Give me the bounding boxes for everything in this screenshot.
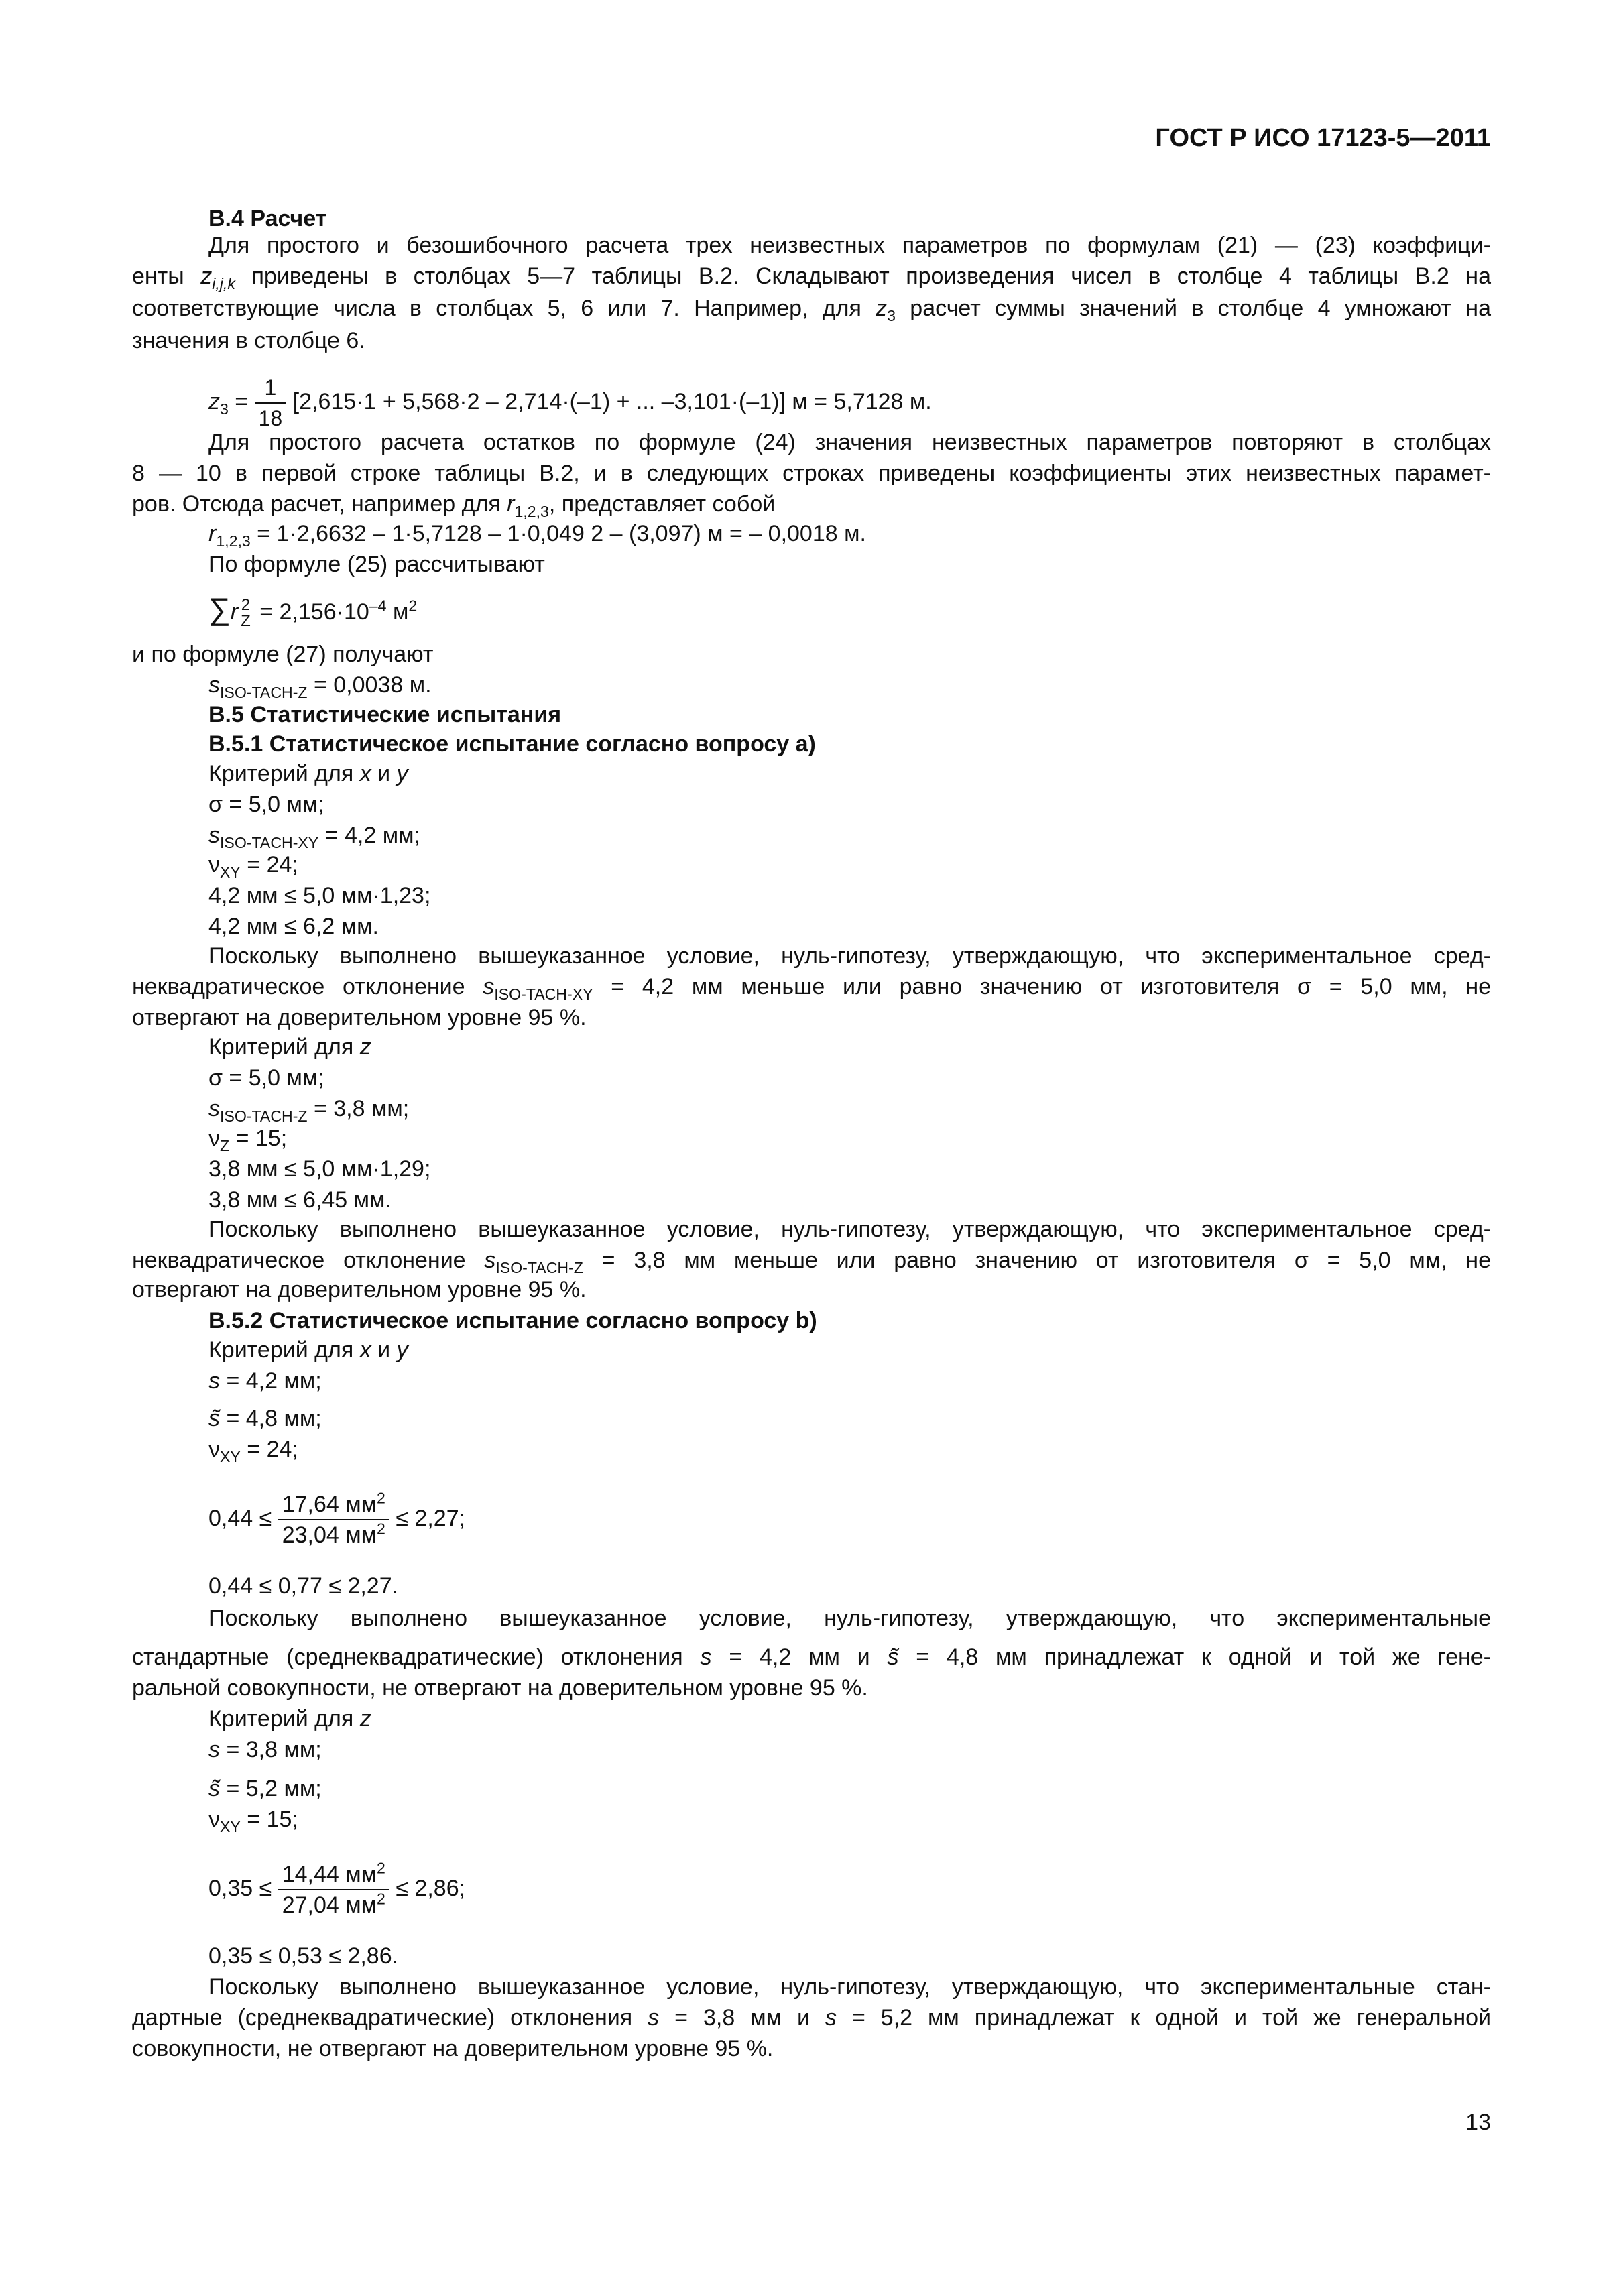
formula-line: 4,2 мм ≤ 5,0 мм·1,23; [208, 883, 431, 908]
paragraph-line: неквадратическое отклонение $s_{ISO-TACH-XY} = 4,2$ мм меньше или равно значению от изготовителя σ = 5,0 мм, не [132, 974, 1491, 1003]
paragraph-line: По формуле (25) рассчитывают [208, 552, 545, 577]
paragraph-line: дартные (среднеквадратические) отклонения s = 3,8 мм и s = 5,2 мм принадлежат к одной и той же генеральной [132, 2005, 1491, 2031]
page-number: 13 [1465, 2110, 1491, 2135]
formula-line: s̃ = 4,8 мм; [208, 1406, 322, 1431]
formula-line: 3,8 мм ≤ 6,45 мм. [208, 1187, 392, 1213]
paragraph-line: енты $z_{i,j,k}$ приведены в столбцах 5—7 таблицы В.2. Складывают произведения чисел в столбце 4 таблицы В.2 на [132, 263, 1491, 292]
formula-line: 3,8 мм ≤ 5,0 мм·1,29; [208, 1156, 431, 1182]
formula-line: $\nu_{XY} = 24$; [208, 852, 298, 881]
paragraph-line: соответствующие числа в столбцах 5, 6 или 7. Например, для $z_3$ расчет суммы значений в столбце 4 умножают на [132, 296, 1491, 324]
criterion-xy: Критерий для x и y [208, 761, 408, 786]
formula-line: $\nu_{XY} = 15$; [208, 1807, 298, 1835]
paragraph-line: неквадратическое отклонение $s_{ISO-TACH-Z} = 3,8$ мм меньше или равно значению от изготовителя σ = 5,0 мм, не [132, 1248, 1491, 1276]
section-title-b52: В.5.2 Статистическое испытание согласно вопросу b) [208, 1308, 817, 1333]
formula-line: s = 4,2 мм; [208, 1368, 322, 1394]
section-title-b51: В.5.1 Статистическое испытание согласно вопросу a) [208, 731, 816, 757]
formula-line: $s_{ISO-TACH-XY} = 4,2$ мм; [208, 823, 420, 851]
formula-line: 0,44 ≤ 0,77 ≤ 2,27. [208, 1573, 399, 1599]
formula-fraction-z: 0,35 ≤ $\frac{14,44 мм^2}{27,04 мм^2}$ ≤ 2,86; [208, 1859, 466, 1918]
formula-line: s = 3,8 мм; [208, 1737, 322, 1762]
criterion-xy: Критерий для x и y [208, 1337, 408, 1363]
criterion-z: Критерий для z [208, 1706, 371, 1732]
formula-line: s̃ = 5,2 мм; [208, 1776, 322, 1801]
paragraph-line: отвергают на доверительном уровне 95 %. [132, 1005, 587, 1030]
formula-sum: ∑r 2 Z = $2,156\cdot 10^{-4}$ $м^2$ [208, 591, 418, 631]
section-title-b4: В.4 Расчет [208, 206, 327, 231]
document-header: ГОСТ Р ИСО 17123-5—2011 [1155, 124, 1491, 152]
formula-z3: $z_3$ = $\frac{1}{18}$ [2,615·1 + 5,568·2 – 2,714·(–1) + ... –3,101·(–1)] м = 5,7128 м. [208, 375, 932, 430]
paragraph-line: отвергают на доверительном уровне 95 %. [132, 1277, 587, 1303]
paragraph-line: значения в столбце 6. [132, 328, 365, 353]
formula-line: $\nu_{XY} = 24$; [208, 1437, 298, 1465]
paragraph-line: Для простого и безошибочного расчета трех неизвестных параметров по формулам (21) — (23) коэффици- [208, 233, 1491, 258]
formula-line: $s_{ISO-TACH-Z} = 3,8$ мм; [208, 1096, 410, 1125]
paragraph-line: Для простого расчета остатков по формуле (24) значения неизвестных параметров повторяют в столбцах [208, 430, 1491, 455]
paragraph-line: ральной совокупности, не отвергают на доверительном уровне 95 %. [132, 1675, 868, 1701]
formula-line: 0,35 ≤ 0,53 ≤ 2,86. [208, 1943, 399, 1969]
paragraph-line: и по формуле (27) получают [132, 642, 434, 667]
paragraph-line: совокупности, не отвергают на доверительном уровне 95 %. [132, 2036, 774, 2061]
paragraph-line: Поскольку выполнено вышеуказанное условие, нуль-гипотезу, утверждающую, что экспериментальное сред- [208, 1217, 1491, 1242]
formula-line: σ = 5,0 мм; [208, 1065, 324, 1091]
formula-line: 4,2 мм ≤ 6,2 мм. [208, 914, 379, 939]
formula-r123: $r_{1,2,3} = 1\cdot 2,6632 - 1\cdot 5,7128 - 1\cdot 0,049$ 2 – (3,097) м = – 0,0018 м. [208, 521, 866, 550]
paragraph-line: Поскольку выполнено вышеуказанное условие, нуль-гипотезу, утверждающую, что экспериментальные стан- [208, 1974, 1491, 2000]
paragraph-line: 8 — 10 в первой строке таблицы В.2, и в следующих строках приведены коэффициенты этих неизвестных парамет- [132, 461, 1491, 486]
formula-line: $\nu_Z = 15$; [208, 1126, 288, 1154]
section-title-b5: В.5 Статистические испытания [208, 702, 562, 727]
formula-s-iso-tach-z: $s_{ISO-TACH-Z} = 0,0038$ м. [208, 672, 432, 701]
paragraph-line: Поскольку выполнено вышеуказанное условие, нуль-гипотезу, утверждающую, что экспериментальные [208, 1606, 1491, 1631]
criterion-z: Критерий для z [208, 1034, 371, 1060]
formula-fraction-xy: 0,44 ≤ $\frac{17,64 мм^2}{23,04 мм^2}$ ≤ 2,27; [208, 1489, 466, 1548]
paragraph-line: Поскольку выполнено вышеуказанное условие, нуль-гипотезу, утверждающую, что экспериментальное сред- [208, 943, 1491, 969]
formula-line: σ = 5,0 мм; [208, 792, 324, 817]
paragraph-line: стандартные (среднеквадратические) отклонения s = 4,2 мм и s̃ = 4,8 мм принадлежат к одной и той же гене- [132, 1644, 1491, 1670]
paragraph-line: ров. Отсюда расчет, например для $r_{1,2,3}$, представляет собой [132, 491, 776, 520]
